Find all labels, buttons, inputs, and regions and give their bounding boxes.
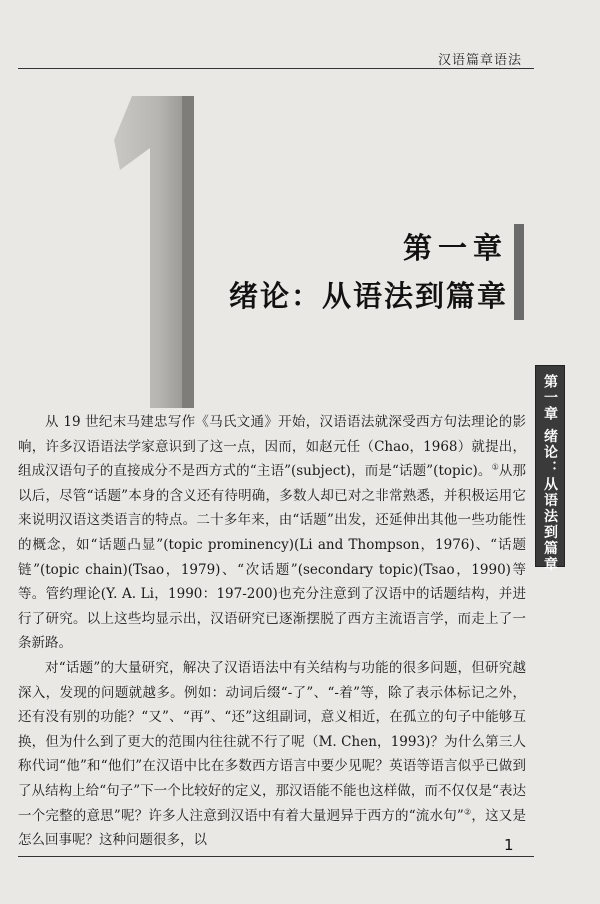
footnote-ref-1: ① [491, 462, 499, 472]
footer-rule [18, 856, 534, 857]
side-tab-label: 第一章 绪论：从语法到篇章 [542, 374, 558, 573]
paragraph-2 [18, 656, 526, 853]
title-accent-bar [514, 224, 524, 320]
body-text [18, 410, 526, 853]
chapter-number: 第一章 [402, 231, 508, 265]
header-rule [18, 68, 534, 69]
chapter-numeral: 1 [112, 86, 113, 87]
paragraph-1-text-a: 从 19 世纪末马建忠写作《马氏文通》开始，汉语语法就深受西方句法理论的影响，许多汉语语法学家意识到了这一点，因而，如赵元任（Chao，1968）就提出，组成汉语句子的直接成分不是西方式的“主语”(subject)，而是“话题”(topic)。 [18, 414, 526, 480]
paragraph-2-text-b: ，这又是怎么回事呢？这种问题很多，以 [18, 807, 526, 849]
footnote-ref-2: ② [463, 807, 472, 816]
chapter-numeral-graphic [112, 86, 232, 416]
page-number: 1 [504, 836, 514, 854]
paragraph-2-text-a: 对“话题”的大量研究，解决了汉语语法中有关结构与功能的很多问题，但研究越深入，发现的问题就越多。例如：动词后缀“-了”、“-着”等，除了表示体标记之外，还有没有别的功能？“又”、“再”、“还”这组副词，意义相近，在孤立的句子中能够互换，但为什么到了更大的范围内往往就不行了呢（M. Chen，1993)？为什么第三人称代词“他”和“他们”在汉语中比在多数西方语言中要少见呢？英语等语言似乎已做到了从结构上给“句子”下一个比较好的定义，那汉语能不能也这样做，而不仅仅是“表达一个完整的意思”呢？许多人注意到汉语中有着大量迥异于西方的“流水句” [18, 659, 526, 824]
paragraph-1 [18, 410, 526, 656]
running-head: 汉语篇章语法 [437, 53, 522, 68]
paragraph-1-text-b: 从那以后，尽管“话题”本身的含义还有待明确，多数人却已对之非常熟悉，并积极运用它来说明汉语这类语言的特点。二十多年来，由“话题”出发，还延伸出其他一些功能性的概念，如“话题凸显”(topic prominency)(Li and Thompson，1976)、“话题链”(topic chain)(Tsao，1979)、“次话题”(secondary topic)(Tsao，1990)等等。管约理论(Y. A. Li，1990：197-200)也充分注意到了汉语中的话题结构，并进行了研究。以上这些均显示出，汉语研究已逐渐摆脱了西方主流语言学，而走上了一条新路。 [18, 463, 527, 652]
chapter-title: 绪论：从语法到篇章 [228, 279, 508, 313]
